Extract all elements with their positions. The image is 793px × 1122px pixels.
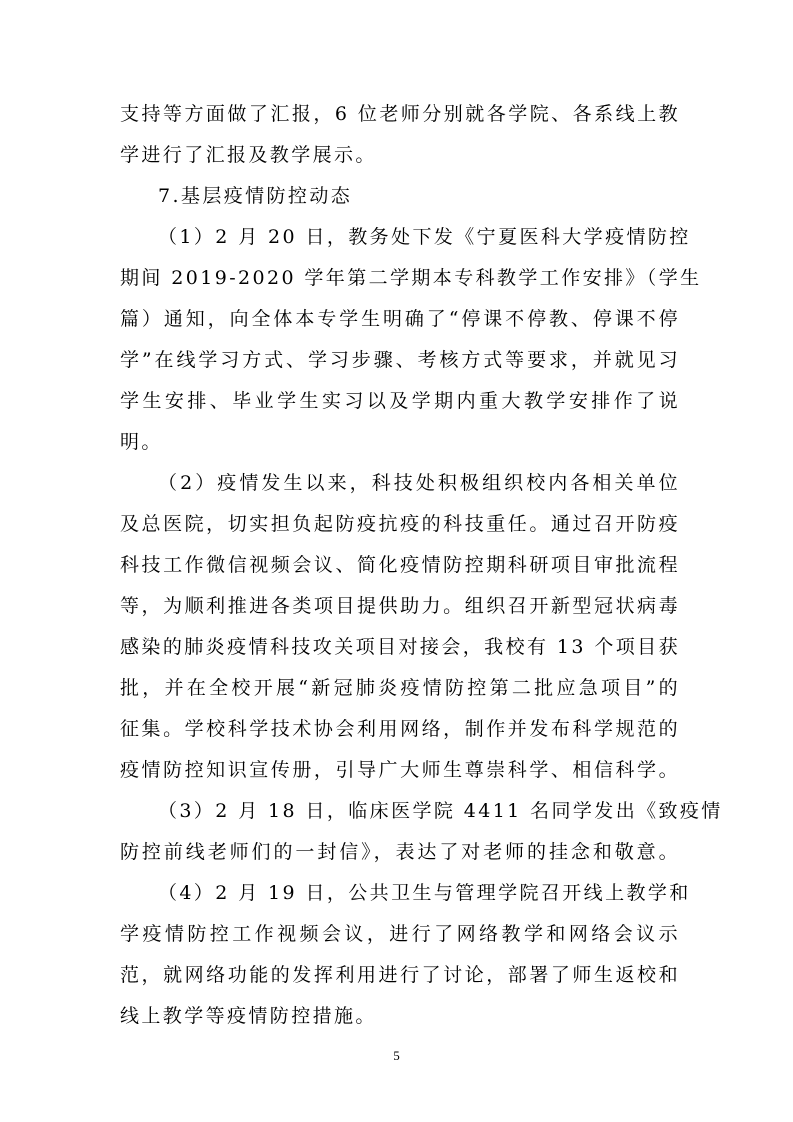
paragraph-line: 疫情防控知识宣传册，引导广大师生尊崇科学、相信科学。: [120, 759, 680, 781]
paragraph-line: （4）2 月 19 日，公共卫生与管理学院召开线上教学和: [158, 882, 691, 904]
page-number: 5: [393, 1048, 400, 1063]
paragraph-line: 篇）通知，向全体本专学生明确了“停课不停教、停课不停: [120, 308, 680, 330]
paragraph-line: 支持等方面做了汇报，6 位老师分别就各学院、各系线上教: [120, 103, 680, 125]
paragraph-line: （3）2 月 18 日，临床医学院 4411 名同学发出《致疫情: [158, 800, 723, 822]
paragraph-line: 学进行了汇报及教学展示。: [120, 144, 377, 166]
paragraph-line: （2）疫情发生以来，科技处积极组织校内各相关单位: [158, 472, 680, 494]
paragraph-line: 学”在线学习方式、学习步骤、考核方式等要求，并就见习: [120, 349, 680, 371]
paragraph-line: 期间 2019-2020 学年第二学期本专科教学工作安排》（学生: [120, 267, 702, 289]
paragraph-line: 学生安排、毕业学生实习以及学期内重大教学安排作了说: [120, 390, 680, 412]
paragraph-line: 明。: [120, 431, 163, 453]
paragraph-line: 征集。学校科学技术协会利用网络，制作并发布科学规范的: [120, 718, 680, 740]
paragraph-line: 科技工作微信视频会议、简化疫情防控期科研项目审批流程: [120, 554, 680, 576]
paragraph-line: 线上教学等疫情防控措施。: [120, 1005, 377, 1027]
paragraph-line: （1）2 月 20 日，教务处下发《宁夏医科大学疫情防控: [158, 226, 691, 248]
paragraph-line: 等，为顺利推进各类项目提供助力。组织召开新型冠状病毒: [120, 595, 680, 617]
paragraph-line: 范，就网络功能的发挥利用进行了讨论，部署了师生返校和: [120, 964, 680, 986]
paragraph-line: 及总医院，切实担负起防疫抗疫的科技重任。通过召开防疫: [120, 513, 680, 535]
paragraph-line: 批，并在全校开展“新冠肺炎疫情防控第二批应急项目”的: [120, 677, 680, 699]
paragraph-line: 学疫情防控工作视频会议，进行了网络教学和网络会议示: [120, 923, 680, 945]
paragraph-line: 防控前线老师们的一封信》，表达了对老师的挂念和敬意。: [120, 841, 680, 863]
section-heading: 7.基层疫情防控动态: [158, 185, 353, 207]
paragraph-line: 感染的肺炎疫情科技攻关项目对接会，我校有 13 个项目获: [120, 636, 680, 658]
